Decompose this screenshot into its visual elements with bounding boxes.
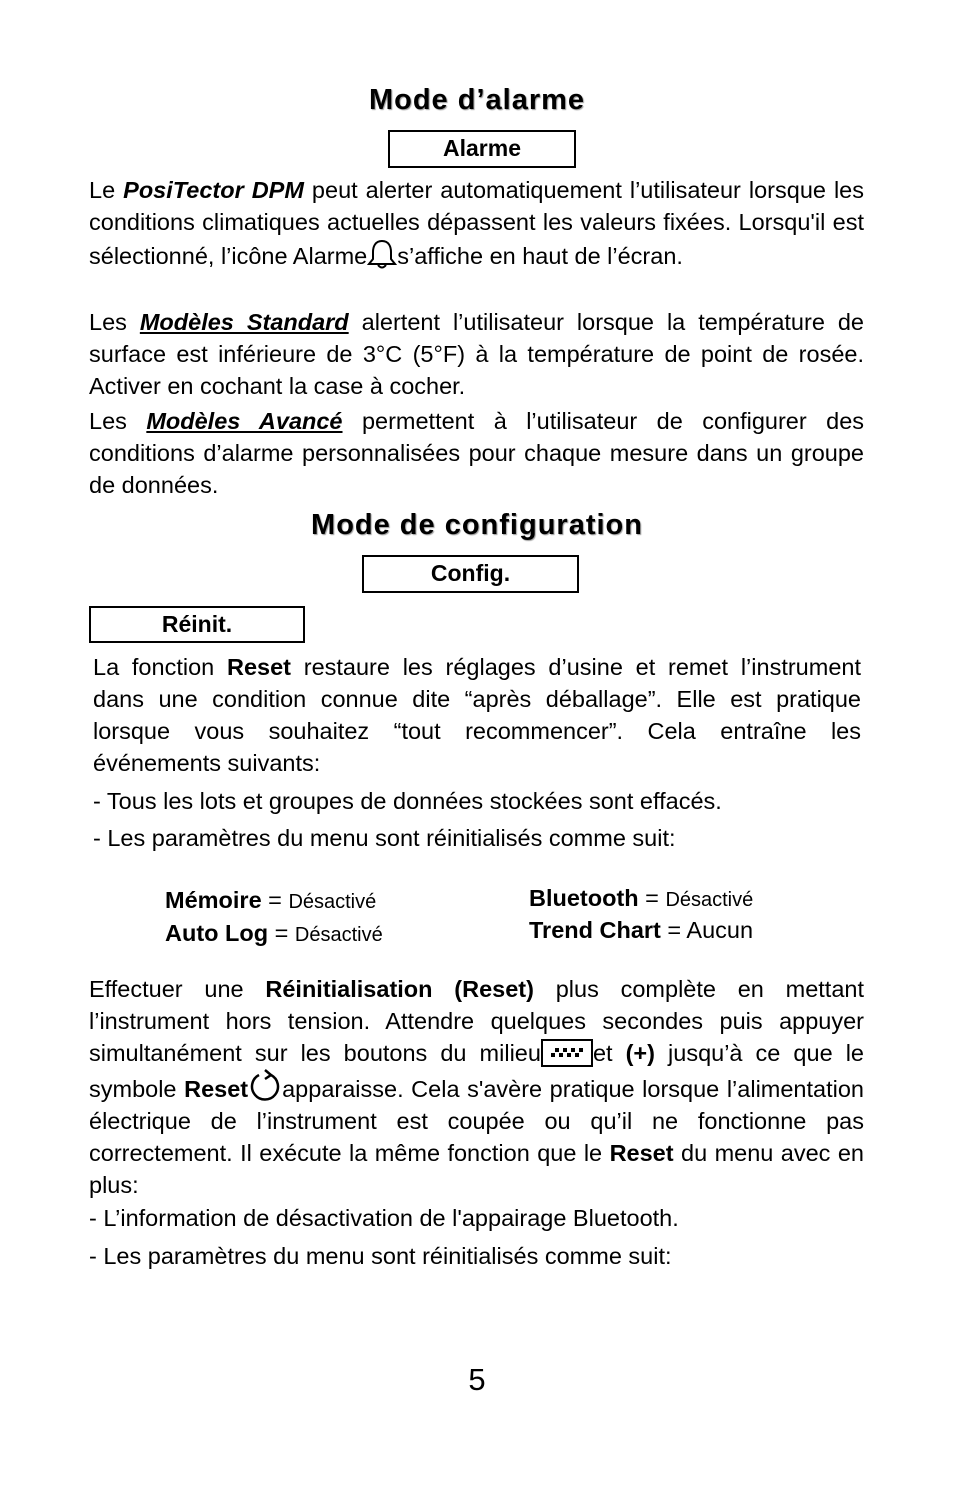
alarm-p2-text: alertent l’utilisateur lorsque la température de surface est inférieure de 3°C (5°F) à la température de point de rosée. Activer en cochant la case à cocher.: [89, 309, 864, 399]
alarm-paragraph-2: [89, 306, 864, 402]
setting-trend-chart: [529, 914, 753, 946]
alarm-p3-text: permettent à l’utilisateur de configurer des conditions d’alarme personnalisées pour chaque mesure dans un groupe de données.: [89, 408, 865, 498]
setting-label: Bluetooth: [529, 885, 639, 911]
alarm-p1-text-a: peut alerter automatiquement l’utilisateur lorsque les conditions climatiques actuelles dépassent les valeurs fixées. Lorsqu'il est sélectionné, l’icône Alarme: [89, 177, 864, 269]
text-les: Les: [89, 309, 140, 335]
full-reset-text-d: jusqu’à ce que le symbole: [89, 1040, 864, 1102]
alarm-paragraph-1: [89, 174, 864, 272]
config-menu-box: Config.: [362, 555, 579, 593]
full-reset-text-b: plus complète en mettant l’instrument hors tension. Attendre quelques secondes puis appuyer simultanément sur les boutons du milieu: [89, 976, 865, 1066]
text-les: Les: [89, 408, 147, 434]
equals: =: [268, 920, 295, 946]
advanced-models-link: Modèles Avancé: [146, 408, 343, 434]
text-le: Le: [89, 177, 116, 203]
equals: =: [638, 885, 666, 911]
reset-keyword: Reset: [609, 1140, 674, 1166]
bullet-item: - Les paramètres du menu sont réinitialisés comme suit:: [93, 825, 676, 851]
bullet-item: - Tous les lots et groupes de données stockées sont effacés.: [93, 788, 722, 814]
full-reset-text-e: apparaisse. Cela s'avère pratique lorsque l’alimentation électrique de l’instrument est coupée ou qu’il ne fonctionne pas correctement. Il exécute la même fonction que le: [89, 1076, 864, 1166]
full-reset-text-f: du menu avec en plus:: [89, 1140, 865, 1198]
full-reset-text-a: Effectuer une: [89, 976, 266, 1002]
reset-keyword: Reset: [184, 1076, 249, 1102]
middle-button-icon: [541, 1039, 593, 1067]
setting-value: Désactivé: [288, 891, 377, 913]
setting-autolog: [165, 917, 383, 951]
alarm-mode-title: Mode d’alarme: [368, 84, 586, 116]
full-reset-text-c: et: [592, 1040, 626, 1066]
page-number: 5: [468, 1362, 486, 1397]
reset-keyword: Reset: [226, 654, 291, 680]
setting-value: Désactivé: [665, 889, 754, 911]
full-reset-bold: Réinitialisation (Reset): [265, 976, 534, 1002]
product-name: PosiTector DPM: [123, 177, 304, 203]
full-reset-paragraph: [89, 973, 864, 1201]
setting-bluetooth: [529, 882, 753, 916]
equals: =: [660, 917, 687, 943]
setting-label: Trend Chart: [529, 917, 661, 943]
bullet-item: - Les paramètres du menu sont réinitialisés comme suit:: [89, 1243, 672, 1269]
alarm-menu-box: Alarme: [388, 130, 576, 168]
setting-value: Aucun: [686, 917, 754, 943]
setting-label: Auto Log: [165, 920, 269, 946]
config-mode-title: Mode de configuration: [311, 509, 643, 541]
equals: =: [261, 887, 289, 913]
reset-paragraph: [93, 651, 861, 779]
bullet-item: - L’information de désactivation de l'appairage Bluetooth.: [89, 1205, 679, 1231]
plus-button-label: (+): [625, 1040, 655, 1066]
setting-value: Désactivé: [294, 924, 383, 946]
alarm-paragraph-3: [89, 405, 864, 501]
reset-menu-box: Réinit.: [89, 606, 305, 643]
reset-symbol-icon: [248, 1069, 282, 1103]
setting-label: Mémoire: [165, 887, 262, 913]
standard-models-link: Modèles Standard: [139, 309, 349, 335]
setting-memoire: [165, 884, 376, 918]
reset-p1-a: La fonction: [93, 654, 227, 680]
bell-icon: [367, 238, 397, 270]
alarm-p1-text-b: s’affiche en haut de l’écran.: [397, 243, 683, 269]
reset-p1-b: restaure les réglages d’usine et remet l’instrument dans une condition connue dite “après déballage”. Elle est pratique lorsque vous souhaitez “tout recommencer”. Cela entraîne les événements suivants:: [93, 654, 861, 776]
